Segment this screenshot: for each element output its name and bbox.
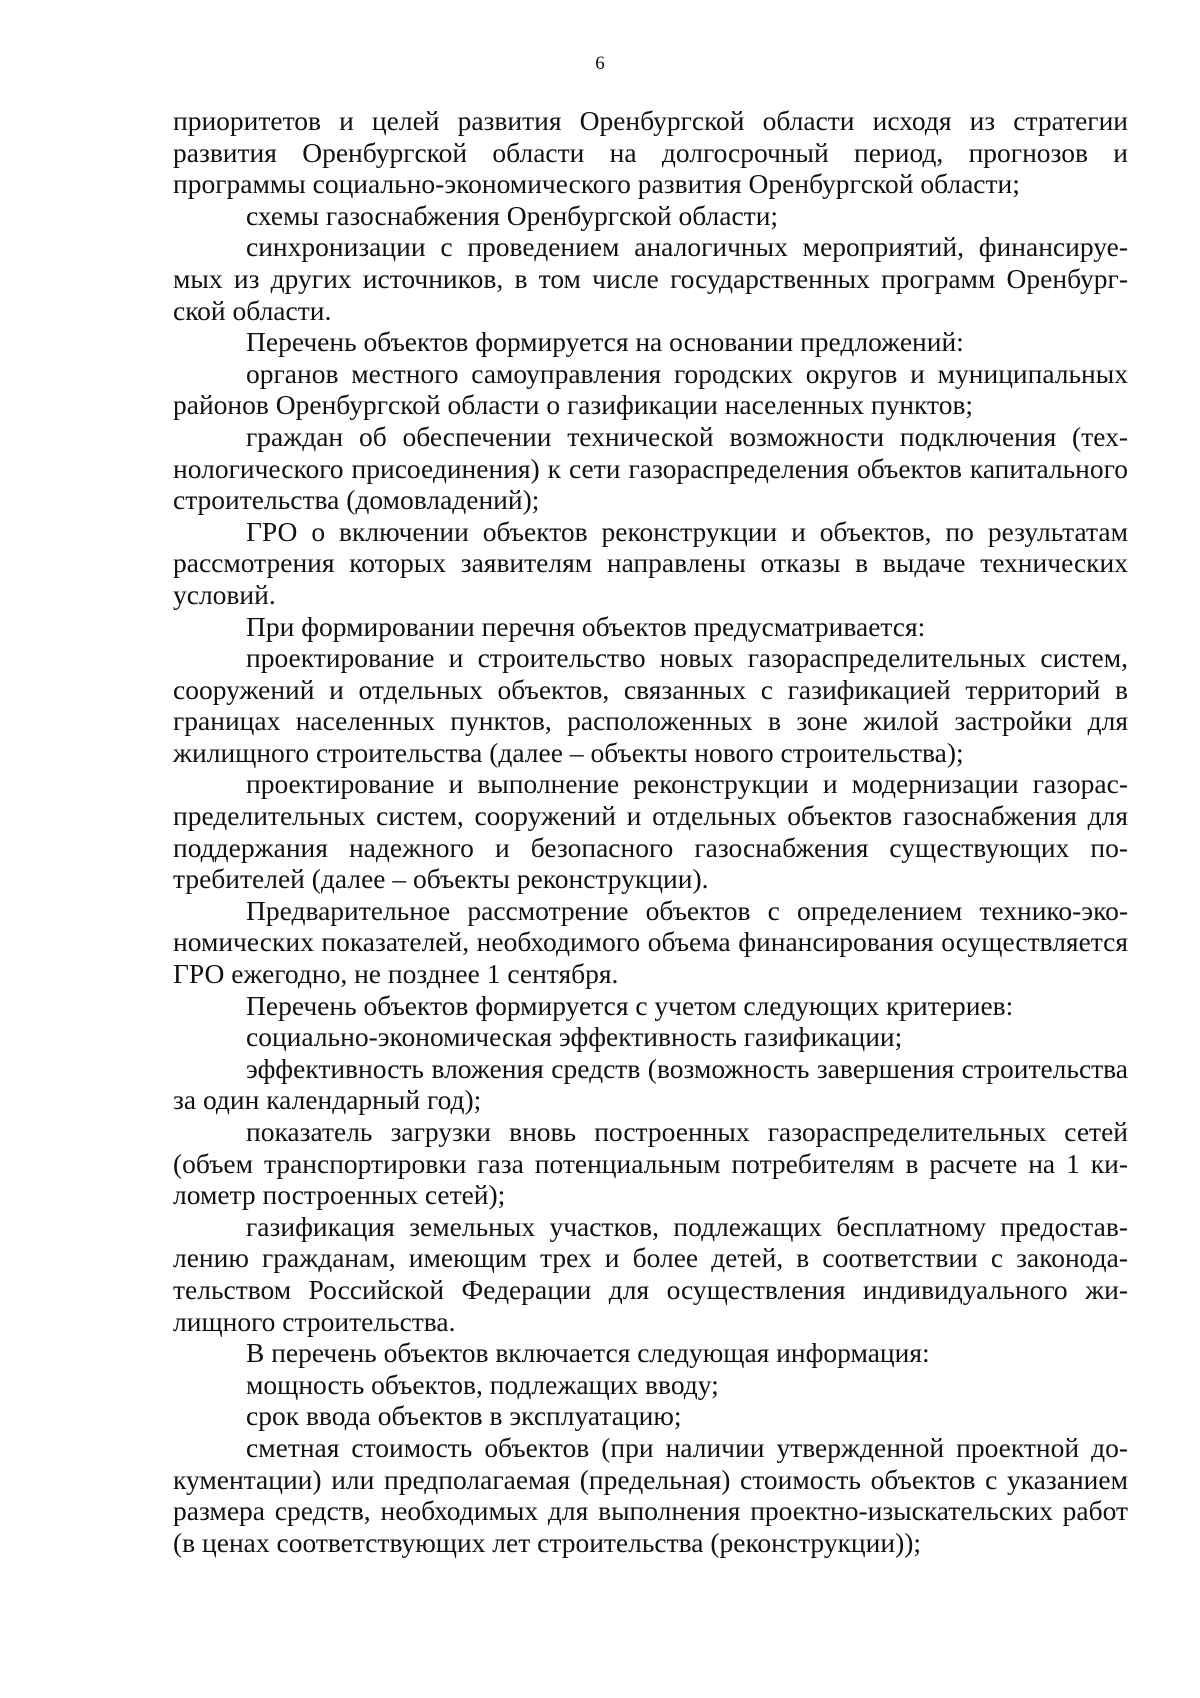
paragraph-12: Перечень объектов формируется с учетом следующих критериев:	[246, 989, 1014, 1021]
paragraph-10: проектирование и выполнение реконструкции и модернизации газораспределительных систем, сооружений и отдельных объектов газоснабжения для поддержания надежного и безопасного газоснабжения существующих потребителей (далее – объекты реконструкции).	[173, 768, 1128, 895]
paragraph-19: срок ввода объектов в эксплуатацию;	[246, 1400, 682, 1432]
paragraph-17: В перечень объектов включается следующая информация:	[246, 1337, 930, 1369]
page-number: 6	[595, 53, 605, 74]
document-body	[173, 105, 1128, 1558]
paragraph-7: ГРО о включении объектов реконструкции и объектов, по результатам рассмотрения которых заявителям направлены отказы в выдаче технических условий.	[173, 515, 1128, 610]
paragraph-13: социально-экономическая эффективность газификации;	[246, 1021, 903, 1053]
paragraph-11: Предварительное рассмотрение объектов с определением технико-экономических показателей, необходимого объема финансирования осуществляется ГРО ежегодно, не позднее 1 сентября.	[173, 894, 1128, 990]
paragraph-18: мощность объектов, подлежащих вводу;	[246, 1368, 719, 1400]
paragraph-9: проектирование и строительство новых газораспределительных систем, сооружений и отдельных объектов, связанных с газификацией территорий в границах населенных пунктов, расположенных в зоне жилой застройки для жилищного строительства (далее – объекты нового строительства);	[173, 642, 1128, 768]
paragraph-8: При формировании перечня объектов предусматривается:	[246, 610, 926, 642]
paragraph-4: Перечень объектов формируется на основании предложений:	[246, 326, 964, 358]
paragraph-2: схемы газоснабжения Оренбургской области;	[246, 199, 779, 231]
paragraph-1: приоритетов и целей развития Оренбургской области исходя из стратегии развития Оренбургской области на долгосрочный период, прогнозов и программы социально-экономического развития Оренбургской области;	[173, 105, 1128, 200]
paragraph-6: граждан об обеспечении технической возможности подключения (технологического присоединения) к сети газораспределения объектов капитального строительства (домовладений);	[173, 420, 1128, 516]
paragraph-14: эффективность вложения средств (возможность завершения строительства за один календарный год);	[173, 1052, 1128, 1116]
paragraph-20: сметная стоимость объектов (при наличии утвержденной проектной документации) или предполагаемая (предельная) стоимость объектов с указанием размера средств, необходимых для выполнения проектно-изыскательских работ (в ценах соответствующих лет строительства (реконструкции));	[173, 1431, 1128, 1558]
paragraph-16: газификация земельных участков, подлежащих бесплатному предоставлению гражданам, имеющим трех и более детей, в соответствии с законодательством Российской Федерации для осуществления индивидуального жилищного строительства.	[173, 1210, 1128, 1337]
paragraph-5: органов местного самоуправления городских округов и муниципальных районов Оренбургской области о газификации населенных пунктов;	[173, 357, 1128, 421]
paragraph-15: показатель загрузки вновь построенных газораспределительных сетей (объем транспортировки газа потенциальным потребителям в расчете на 1 километр построенных сетей);	[173, 1116, 1128, 1211]
paragraph-3: синхронизации с проведением аналогичных мероприятий, финансируемых из других источников, в том числе государственных программ Оренбургской области.	[173, 231, 1128, 326]
